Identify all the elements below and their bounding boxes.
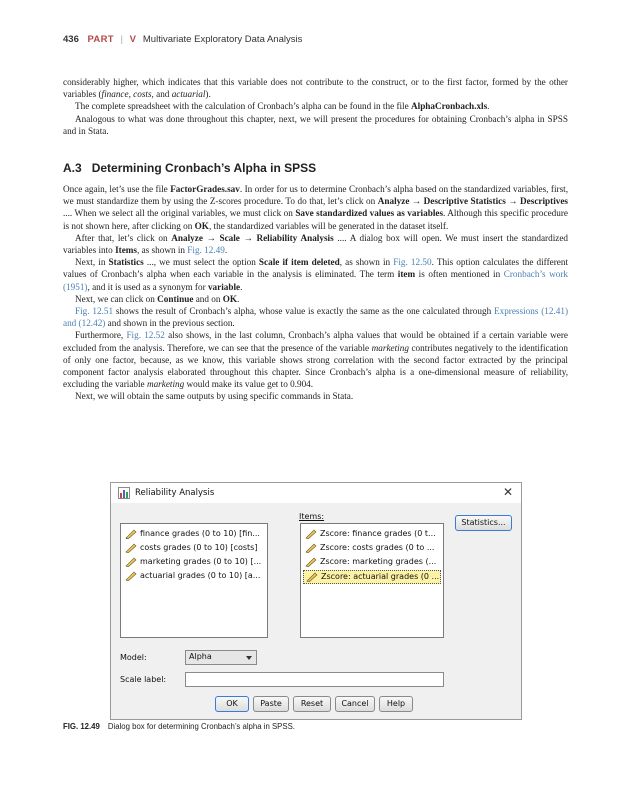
section-number: A.3 xyxy=(63,161,82,175)
statistics-button[interactable]: Statistics... xyxy=(455,515,512,531)
list-item-selected[interactable]: Zscore: actuarial grades (0 ... xyxy=(303,570,441,584)
fig-link[interactable]: Fig. 12.50 xyxy=(393,257,432,268)
intro-paragraph-3: Analogous to what was done throughout this chapter, next, we will present the procedures for obtaining Cronbach’s alpha in SPSS and in Stata. xyxy=(63,113,568,136)
header-divider: | xyxy=(120,34,123,45)
dialog-title: Reliability Analysis xyxy=(135,488,215,498)
intro-paragraph-1: considerably higher, which indicates that this variable does not contribute to the construct, or to the first factor, formed by the other variables (finance, costs, and actuarial). xyxy=(63,77,568,100)
list-item[interactable]: Zscore: finance grades (0 t... xyxy=(305,528,436,540)
paragraph-3: Next, in Statistics ..., we must select the option Scale if item deleted, as shown in Fig. 12.50. This option calculates the different values of Cronbach’s alpha when each variable in the analysis is eliminated. The term item is often mentioned in Cronbach’s work (1951), and it is used as a synonym for variable. xyxy=(63,257,568,292)
scale-variable-icon xyxy=(305,557,317,567)
paste-button[interactable]: Paste xyxy=(253,696,289,712)
intro-text xyxy=(63,76,568,137)
scale-variable-icon xyxy=(125,571,137,581)
figure-caption-text: Dialog box for determining Cronbach’s alpha in SPSS. xyxy=(107,722,295,731)
page-number: 436 xyxy=(63,34,79,45)
paragraph-5: Fig. 12.51 shows the result of Cronbach’s alpha, whose value is exactly the same as the one calculated through Expressions (12.41) and (12.42) and shown in the previous section. xyxy=(63,306,569,329)
scale-label-label: Scale label: xyxy=(120,675,167,684)
model-value: Alpha xyxy=(189,652,212,661)
close-icon[interactable]: ✕ xyxy=(502,485,513,499)
scale-variable-icon xyxy=(305,529,317,539)
list-item[interactable]: finance grades (0 to 10) [fin... xyxy=(125,528,260,540)
chevron-down-icon xyxy=(246,656,252,660)
expression-link[interactable]: Expressions (12.41) and (12.42) xyxy=(63,306,569,329)
figure-label: FIG. 12.49 xyxy=(63,722,100,731)
citation-link[interactable]: Cronbach’s work (1951) xyxy=(63,269,568,292)
reliability-analysis-icon xyxy=(118,487,130,499)
scale-variable-icon xyxy=(306,572,318,582)
paragraph-6: Furthermore, Fig. 12.52 also shows, in the last column, Cronbach’s alpha values that would be obtained if a certain variable were excluded from the analysis. Therefore, we can see that the presence of the variable marketing contributes negatively to the identification of only one factor, because, as we know, this variable shows strong correlation with the second factor extracted by the principal component factor analysis elaborated throughout this chapter. Since Cronbach’s alpha is a one-dimensional measure of reliability, excluding the variable marketing would make its value get to 0.904. xyxy=(63,330,568,390)
scale-variable-icon xyxy=(125,543,137,553)
intro-paragraph-2: The complete spreadsheet with the calculation of Cronbach’s alpha can be found in the file AlphaCronbach.xls. xyxy=(75,101,490,112)
list-item[interactable]: costs grades (0 to 10) [costs] xyxy=(125,542,257,554)
cancel-button[interactable]: Cancel xyxy=(335,696,375,712)
running-header xyxy=(63,34,302,45)
ok-button[interactable]: OK xyxy=(215,696,249,712)
scale-variable-icon xyxy=(125,529,137,539)
scale-label-input[interactable] xyxy=(185,672,444,687)
items-list[interactable] xyxy=(300,523,444,638)
paragraph-4: Next, we can click on Continue and on OK. xyxy=(75,293,240,304)
scale-variable-icon xyxy=(305,543,317,553)
section-title: Determining Cronbach’s Alpha in SPSS xyxy=(91,161,317,175)
list-item[interactable]: marketing grades (0 to 10) [... xyxy=(125,556,261,568)
reset-button[interactable]: Reset xyxy=(293,696,331,712)
list-item[interactable]: Zscore: marketing grades (... xyxy=(305,556,436,568)
scale-variable-icon xyxy=(125,557,137,567)
reliability-analysis-dialog xyxy=(110,482,522,720)
paragraph-7: Next, we will obtain the same outputs by using specific commands in Stata. xyxy=(75,391,354,402)
model-label: Model: xyxy=(120,653,147,662)
model-select[interactable] xyxy=(185,650,257,665)
figure-caption xyxy=(63,722,295,731)
list-item[interactable]: actuarial grades (0 to 10) [a... xyxy=(125,570,260,582)
paragraph-2: After that, let’s click on Analyze → Scale → Reliability Analysis .... A dialog box will open. We must insert the standardized variables into Items, as shown in Fig. 12.49. xyxy=(63,232,569,256)
items-label: Items: xyxy=(299,512,325,521)
source-variable-list[interactable] xyxy=(120,523,268,638)
list-item[interactable]: Zscore: costs grades (0 to ... xyxy=(305,542,434,554)
paragraph-1: Once again, let’s use the file FactorGrades.sav. In order for us to determine Cronbach’s alpha based on the standardized variables, first, we must standardize them by using the Z-scores procedure. To do that, let’s click on Analyze → Descriptive Statistics → Descriptives .... When we select all the original variables, we must click on Save standardized values as variables. Although this specific procedure is not shown here, after clicking on OK, the standardized variables will be generated in the dataset itself. xyxy=(63,184,568,231)
help-button[interactable]: Help xyxy=(379,696,413,712)
fig-link[interactable]: Fig. 12.49 xyxy=(187,245,225,256)
section-heading xyxy=(63,161,316,175)
fig-link[interactable]: Fig. 12.52 xyxy=(126,330,165,341)
section-body xyxy=(63,183,568,403)
dialog-titlebar[interactable] xyxy=(111,483,521,503)
part-number: V xyxy=(129,34,137,45)
header-section-title: Multivariate Exploratory Data Analysis xyxy=(142,34,303,45)
fig-link[interactable]: Fig. 12.51 xyxy=(75,306,114,317)
part-label: PART xyxy=(87,34,114,45)
